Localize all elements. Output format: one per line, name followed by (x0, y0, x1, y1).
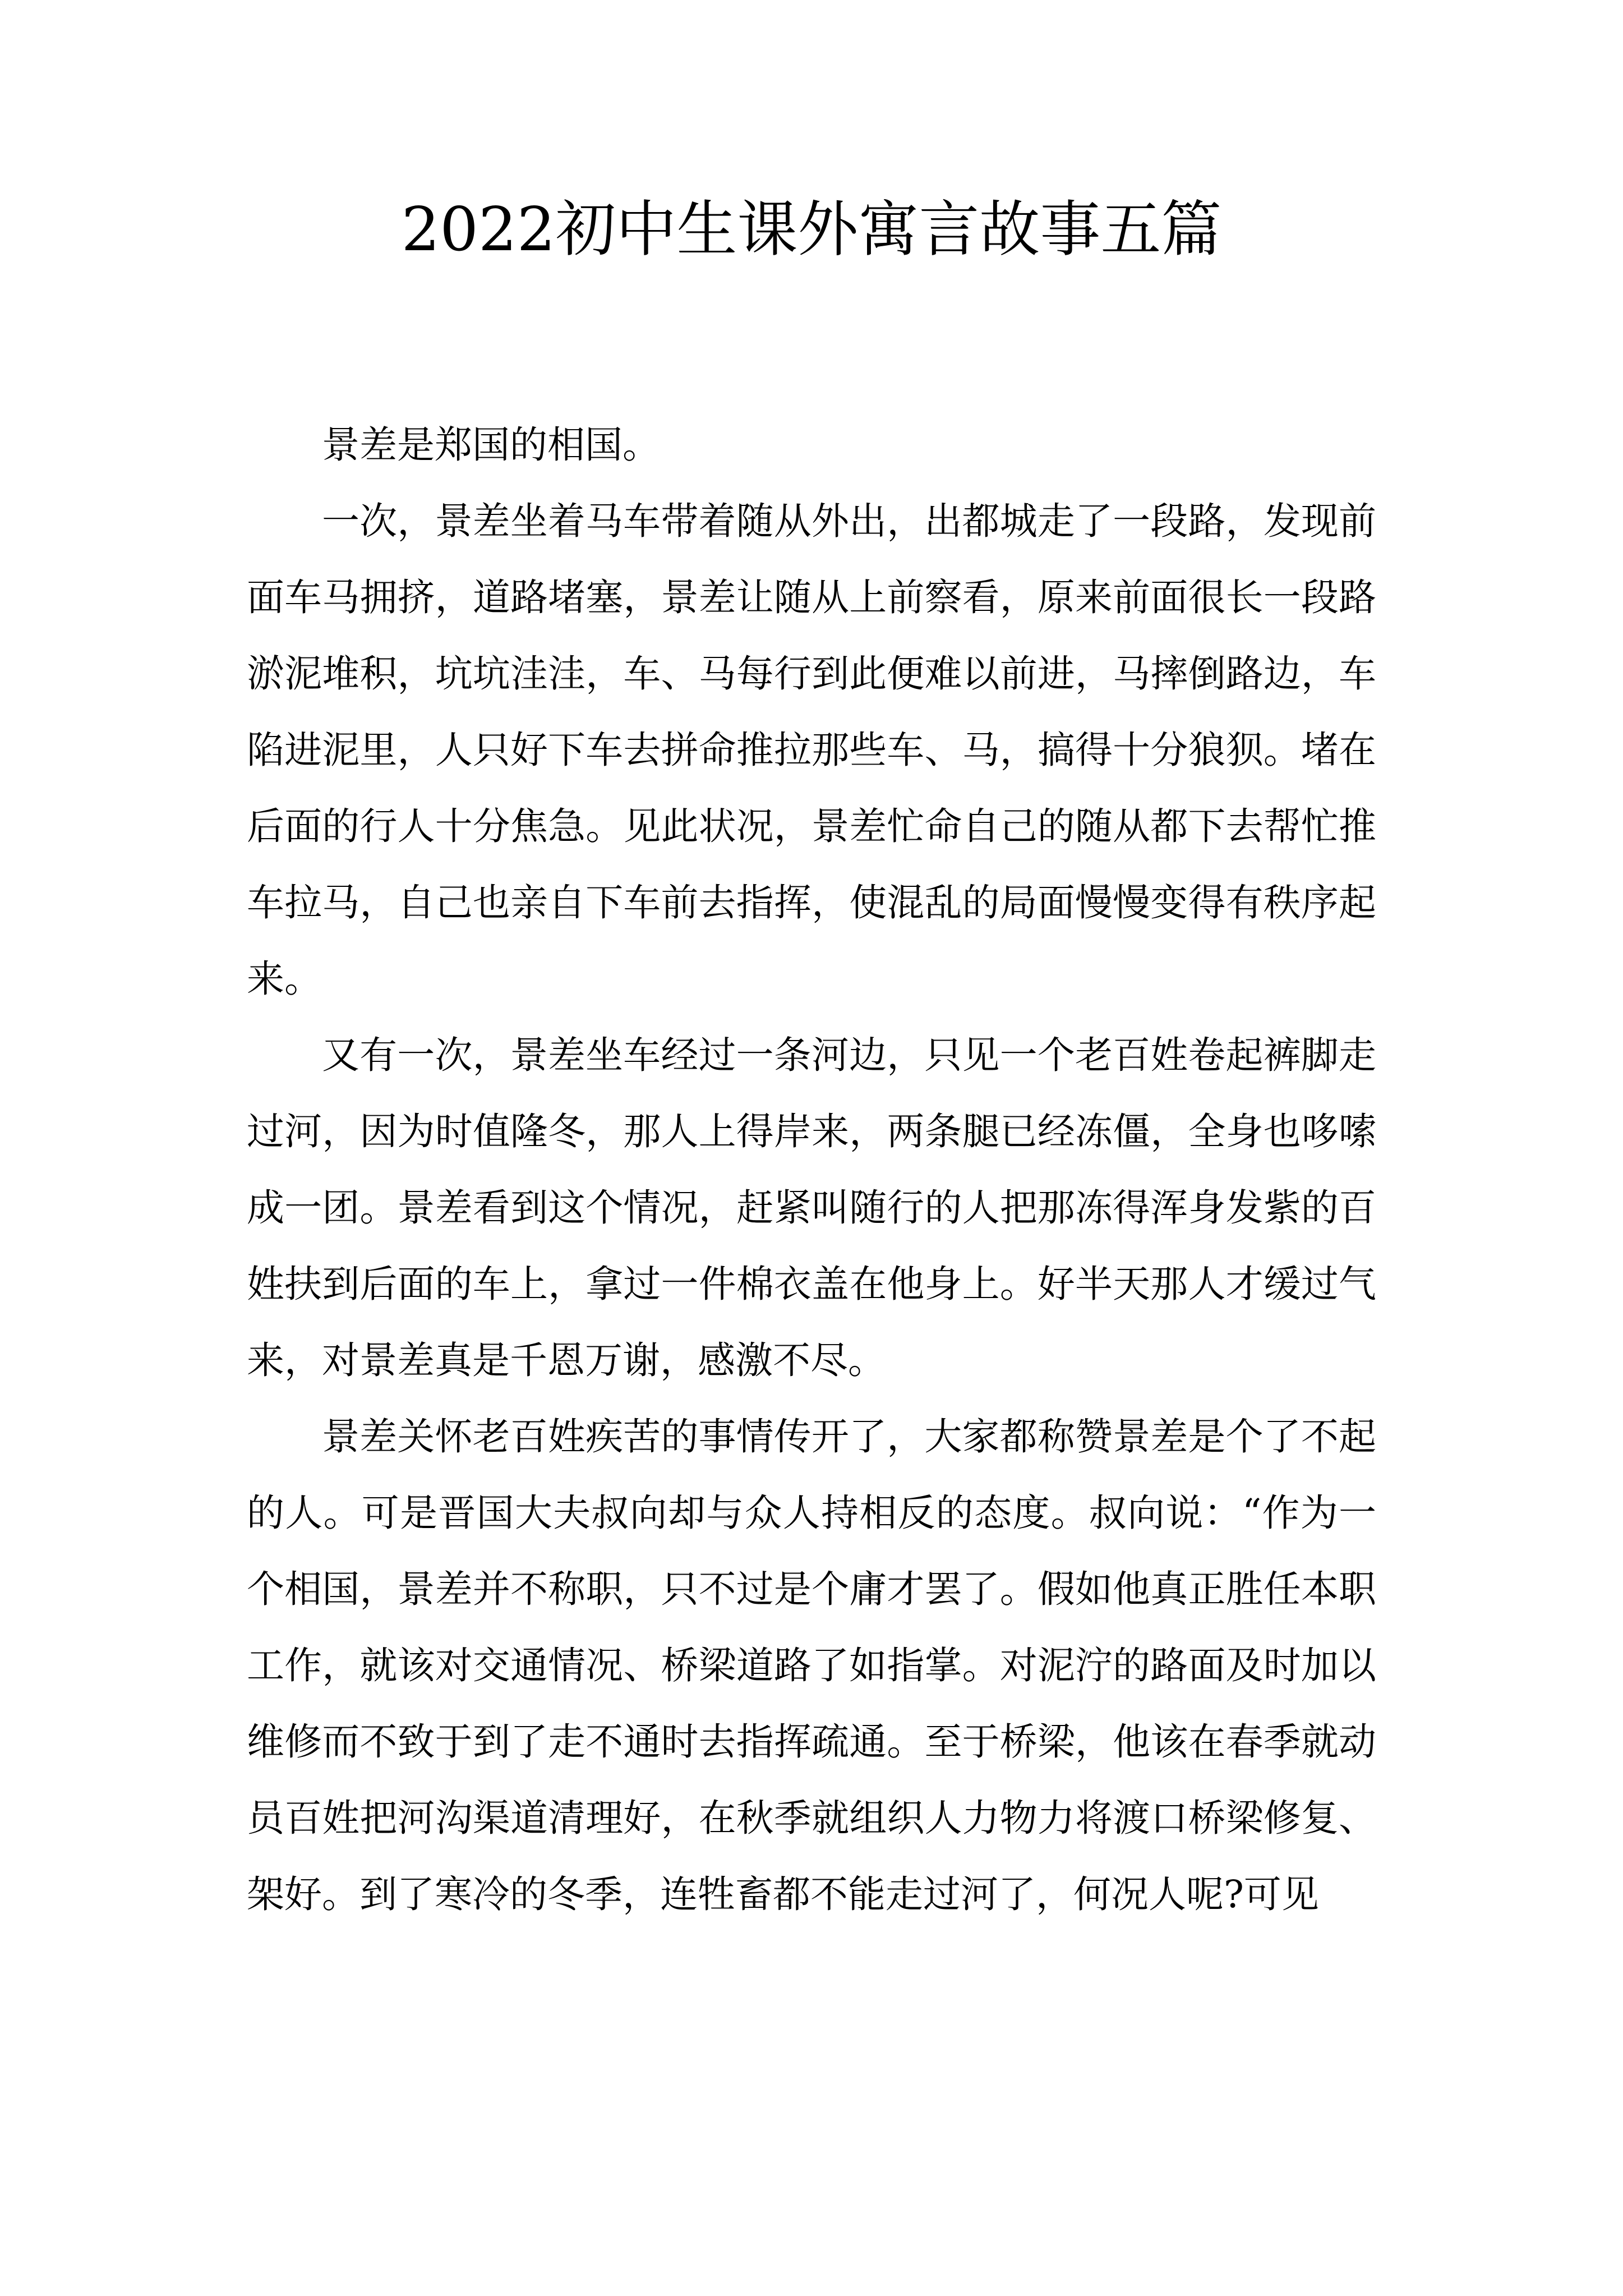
paragraph: 又有一次，景差坐车经过一条河边，只见一个老百姓卷起裤脚走过河，因为时值隆冬，那人上得岸来，两条腿已经冻僵，全身也哆嗦成一团。景差看到这个情况，赶紧叫随行的人把那冻得浑身发紫的百姓扶到后面的车上，拿过一件棉衣盖在他身上。好半天那人才缓过气来，对景差真是千恩万谢，感激不尽。 (247, 1033, 1376, 1382)
paragraph: 一次，景差坐着马车带着随从外出，出都城走了一段路，发现前面车马拥挤，道路堵塞，景差让随从上前察看，原来前面很长一段路淤泥堆积，坑坑洼洼，车、马每行到此便难以前进，马摔倒路边，车陷进泥里，人只好下车去拼命推拉那些车、马，搞得十分狼狈。堵在后面的行人十分焦急。见此状况，景差忙命自己的随从都下去帮忙推车拉马，自己也亲自下车前去指挥，使混乱的局面慢慢变得有秩序起来。 (247, 499, 1376, 1001)
paragraph: 景差是郑国的相国。 (322, 423, 660, 467)
document-body (247, 407, 1376, 1932)
paragraph: 景差关怀老百姓疾苦的事情传开了，大家都称赞景差是个了不起的人。可是晋国大夫叔向却与众人持相反的态度。叔向说：“作为一个相国，景差并不称职，只不过是个庸才罢了。假如他真正胜任本职工作，就该对交通情况、桥梁道路了如指掌。对泥泞的路面及时加以维修而不致于到了走不通时去指挥疏通。至于桥梁，他该在春季就动员百姓把河沟渠道清理好，在秋季就组织人力物力将渡口桥梁修复、架好。到了寒冷的冬季，连牲畜都不能走过河了，何况人呢?可见 (247, 1415, 1376, 1916)
document-title: 2022初中生课外寓言故事五篇 (401, 195, 1222, 265)
